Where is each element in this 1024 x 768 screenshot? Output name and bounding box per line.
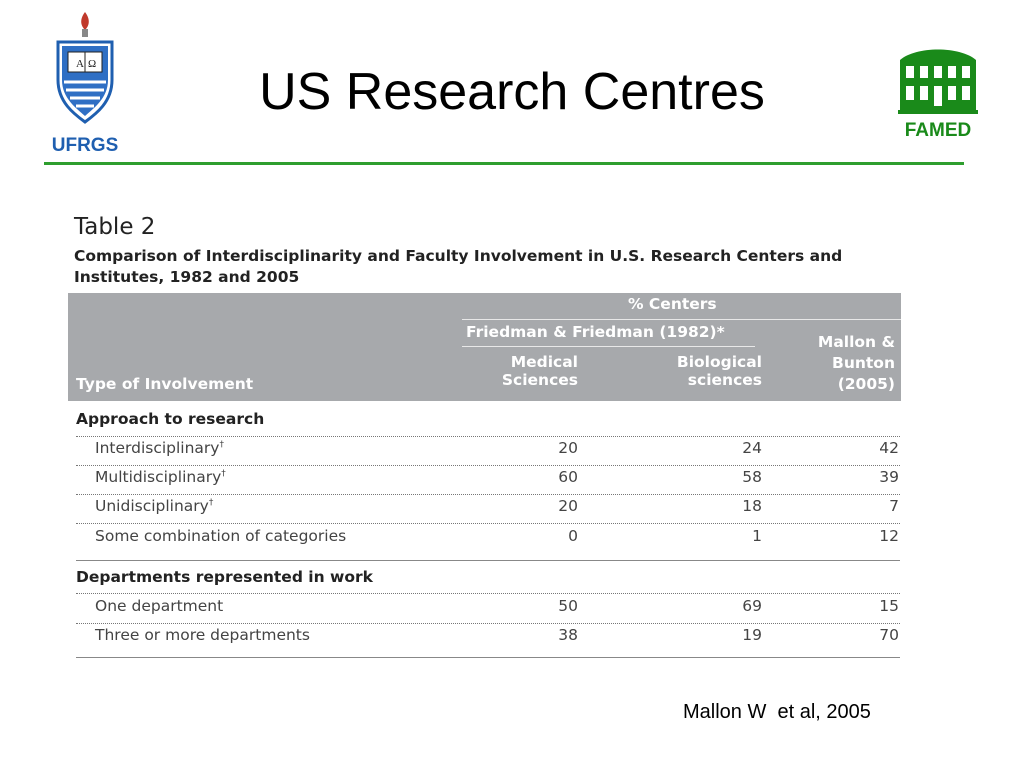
cell-mallon: 70 <box>879 626 899 644</box>
row-label: Some combination of categories <box>95 527 347 545</box>
header-col-type: Type of Involvement <box>76 375 254 393</box>
table-row <box>76 524 900 553</box>
cell-mallon: 7 <box>889 497 899 515</box>
section-divider <box>76 560 900 561</box>
cell-medical: 60 <box>558 468 578 486</box>
cell-biological: 69 <box>742 597 762 615</box>
cell-mallon: 42 <box>879 439 899 457</box>
cell-medical: 38 <box>558 626 578 644</box>
header-col-mallon-line3: (2005) <box>837 375 895 393</box>
header-subgroup-rule <box>462 346 755 347</box>
header-group-rule <box>462 319 901 320</box>
header-col-biological-line2: sciences <box>687 371 762 389</box>
header-col-medical <box>502 353 578 389</box>
row-label: Multidisciplinary† <box>95 468 226 486</box>
section-title-approach: Approach to research <box>76 410 265 428</box>
ufrgs-logo-text: UFRGS <box>51 135 119 156</box>
cell-biological: 1 <box>752 527 762 545</box>
table-label: Table 2 <box>74 214 156 240</box>
row-label: Three or more departments <box>95 626 310 644</box>
header-col-biological <box>677 353 762 389</box>
header-col-mallon-line2: Bunton <box>832 354 895 372</box>
cell-biological: 58 <box>742 468 762 486</box>
ufrgs-logo <box>38 10 132 155</box>
header-col-mallon-line1: Mallon & <box>817 333 895 351</box>
ufrgs-crest-icon <box>52 10 118 132</box>
section-title-departments: Departments represented in work <box>76 568 373 586</box>
table-row <box>76 594 900 623</box>
famed-logo <box>888 42 988 152</box>
famed-building-icon <box>896 42 980 116</box>
table-header <box>68 293 901 401</box>
title-divider <box>44 162 964 165</box>
table-bottom-rule <box>76 657 900 658</box>
table-row <box>76 623 900 652</box>
cell-mallon: 39 <box>879 468 899 486</box>
svg-text:A: A <box>76 58 84 70</box>
cell-medical: 0 <box>568 527 578 545</box>
cell-biological: 18 <box>742 497 762 515</box>
cell-mallon: 15 <box>879 597 899 615</box>
header-col-medical-line1: Medical <box>510 353 578 371</box>
cell-medical: 20 <box>558 497 578 515</box>
header-col-medical-line2: Sciences <box>501 371 578 389</box>
table-row <box>76 494 900 523</box>
table-caption: Comparison of Interdisciplinarity and Faculty Involvement in U.S. Research Centers and Institutes, 1982 and 2005 <box>74 247 843 286</box>
famed-logo-text: FAMED <box>904 120 972 141</box>
citation: Mallon W et al, 2005 <box>683 701 871 723</box>
header-group-centers: % Centers <box>628 295 717 313</box>
table-row <box>76 436 900 465</box>
row-label: One department <box>95 597 224 615</box>
cell-mallon: 12 <box>879 527 899 545</box>
table-row <box>76 465 900 494</box>
header-col-biological-line1: Biological <box>676 353 762 371</box>
row-label: Interdisciplinary† <box>95 439 224 457</box>
cell-medical: 20 <box>558 439 578 457</box>
row-label: Unidisciplinary† <box>95 497 214 515</box>
cell-biological: 19 <box>742 626 762 644</box>
table-heading <box>74 210 902 288</box>
header-subgroup-friedman: Friedman & Friedman (1982)* <box>466 323 725 341</box>
svg-text:Ω: Ω <box>88 58 97 70</box>
slide-title: US Research Centres <box>259 63 765 121</box>
cell-medical: 50 <box>558 597 578 615</box>
header-col-mallon <box>818 332 895 395</box>
cell-biological: 24 <box>742 439 762 457</box>
